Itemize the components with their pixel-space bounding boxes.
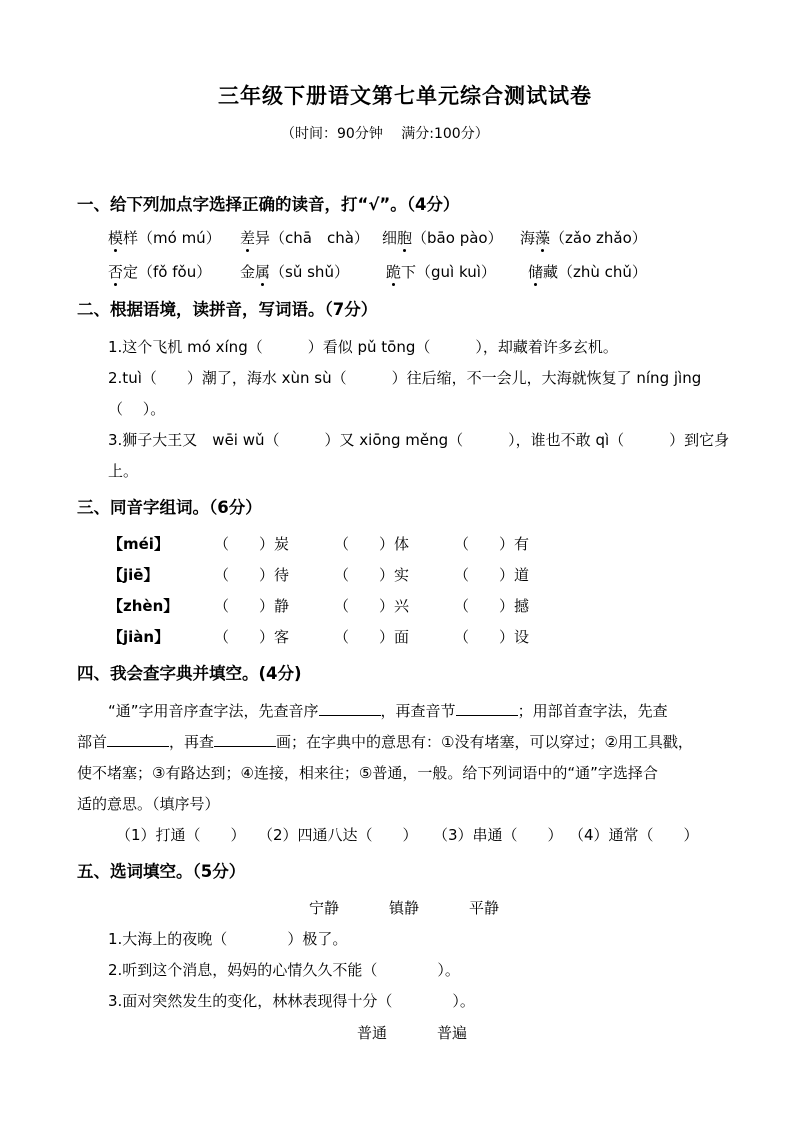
question-item — [240, 262, 349, 282]
section1-heading: 一、给下列加点字选择正确的读音，打“√”。（4分） — [77, 195, 460, 214]
dotted-char: 跪 — [386, 263, 402, 281]
word-blank: （ ）撼 — [454, 597, 530, 615]
pinyin-label: 【jiē】 — [108, 566, 159, 584]
dotted-char: 属 — [255, 263, 271, 281]
question-item — [386, 262, 496, 282]
item-text: 样（mó mú） — [123, 229, 221, 247]
item-text: 细 — [382, 229, 398, 247]
word-blank: （ ）客 — [214, 628, 290, 646]
word-blank: （ ）静 — [214, 597, 290, 615]
word-choice: 普遍 — [437, 1024, 468, 1042]
question-line: 1.这个飞机 mó xíng（ ）看似 pǔ tōng（ ），却藏着许多玄机。 — [108, 338, 618, 356]
word-choice: 平静 — [469, 899, 500, 917]
item-text: 下（guì kuì） — [401, 263, 496, 281]
page-subtitle: （时间：90分钟 满分:100分） — [281, 126, 489, 142]
question-item — [108, 228, 221, 248]
word-choice: 镇静 — [389, 899, 420, 917]
section3-heading: 三、同音字组词。（6分） — [77, 498, 262, 517]
paragraph-text: ；用部首查字法，先查 — [517, 702, 668, 720]
fill-question: （4）通常（ ） — [569, 826, 699, 844]
dotted-char: 胞 — [397, 229, 413, 247]
question-line: （ ）。 — [108, 400, 166, 418]
paragraph-line — [108, 701, 668, 721]
section2-heading: 二、根据语境，读拼音，写词语。（7分） — [77, 300, 378, 319]
fill-question: （2）四通八达（ ） — [258, 826, 418, 844]
item-text: 藏（zhù chǔ） — [543, 263, 647, 281]
word-blank: （ ）兴 — [334, 597, 410, 615]
section4-heading: 四、我会查字典并填空。(4分) — [77, 664, 302, 683]
paragraph-line — [77, 732, 693, 752]
word-blank: （ ）有 — [454, 535, 530, 553]
pinyin-label: 【jiàn】 — [108, 628, 170, 646]
paragraph-text: “通”字用音序查字法，先查音序 — [108, 702, 319, 720]
paragraph-text: ，再查 — [169, 733, 215, 751]
word-blank: （ ）待 — [214, 566, 290, 584]
fill-blank[interactable] — [319, 701, 381, 716]
item-text: 异（chā chà） — [255, 229, 369, 247]
word-blank: （ ）炭 — [214, 535, 290, 553]
question-line: 上。 — [108, 462, 139, 480]
word-blank: （ ）设 — [454, 628, 530, 646]
section5-heading: 五、选词填空。（5分） — [77, 862, 246, 881]
item-text: （sǔ shǔ） — [270, 263, 349, 281]
sentence: 3.面对突然发生的变化，林林表现得十分（ ）。 — [108, 992, 475, 1010]
paragraph-text: 画；在字典中的意思有：①没有堵塞，可以穿过；②用工具戳， — [276, 733, 693, 751]
question-item — [382, 228, 503, 248]
dotted-char: 藻 — [535, 229, 551, 247]
dotted-char: 储 — [528, 263, 544, 281]
fill-blank[interactable] — [107, 732, 169, 747]
item-text: 海 — [520, 229, 536, 247]
word-choice: 普通 — [357, 1024, 388, 1042]
page-title: 三年级下册语文第七单元综合测试试卷 — [218, 84, 592, 108]
fill-blank[interactable] — [214, 732, 276, 747]
question-item — [240, 228, 369, 248]
question-line: 3.狮子大王又 wēi wǔ（ ）又 xiōng měng（ ），谁也不敢 qì（ ）到它身 — [108, 431, 730, 449]
paragraph-line: 使不堵塞；③有路达到；④连接，相来往；⑤普通，一般。给下列词语中的“通”字选择合 — [77, 764, 658, 782]
question-item — [528, 262, 647, 282]
paragraph-line: 适的意思。（填序号） — [77, 795, 220, 813]
item-text: 定（fǒ fǒu） — [123, 263, 212, 281]
fill-blank[interactable] — [456, 701, 518, 716]
sentence: 2.听到这个消息，妈妈的心情久久不能（ ）。 — [108, 961, 460, 979]
dotted-char: 否 — [108, 263, 124, 281]
question-item — [520, 228, 647, 248]
word-blank: （ ）道 — [454, 566, 530, 584]
dotted-char: 模 — [108, 229, 124, 247]
pinyin-label: 【méi】 — [108, 535, 169, 553]
item-text: （zǎo zhǎo） — [550, 229, 647, 247]
sentence: 1.大海上的夜晚（ ）极了。 — [108, 930, 348, 948]
dotted-char: 差 — [240, 229, 256, 247]
question-item — [108, 262, 211, 282]
paragraph-text: ，再查音节 — [380, 702, 456, 720]
item-text: 金 — [240, 263, 256, 281]
word-blank: （ ）实 — [334, 566, 410, 584]
item-text: （bāo pào） — [412, 229, 503, 247]
paragraph-text: 部首 — [77, 733, 108, 751]
word-blank: （ ）面 — [334, 628, 410, 646]
fill-question: （3）串通（ ） — [433, 826, 563, 844]
fill-question: （1）打通（ ） — [116, 826, 246, 844]
word-blank: （ ）体 — [334, 535, 410, 553]
question-line: 2.tuì（ ）潮了，海水 xùn sù（ ）往后缩，不一会儿，大海就恢复了 níng jìng — [108, 369, 702, 387]
word-choice: 宁静 — [309, 899, 340, 917]
pinyin-label: 【zhèn】 — [108, 597, 179, 615]
